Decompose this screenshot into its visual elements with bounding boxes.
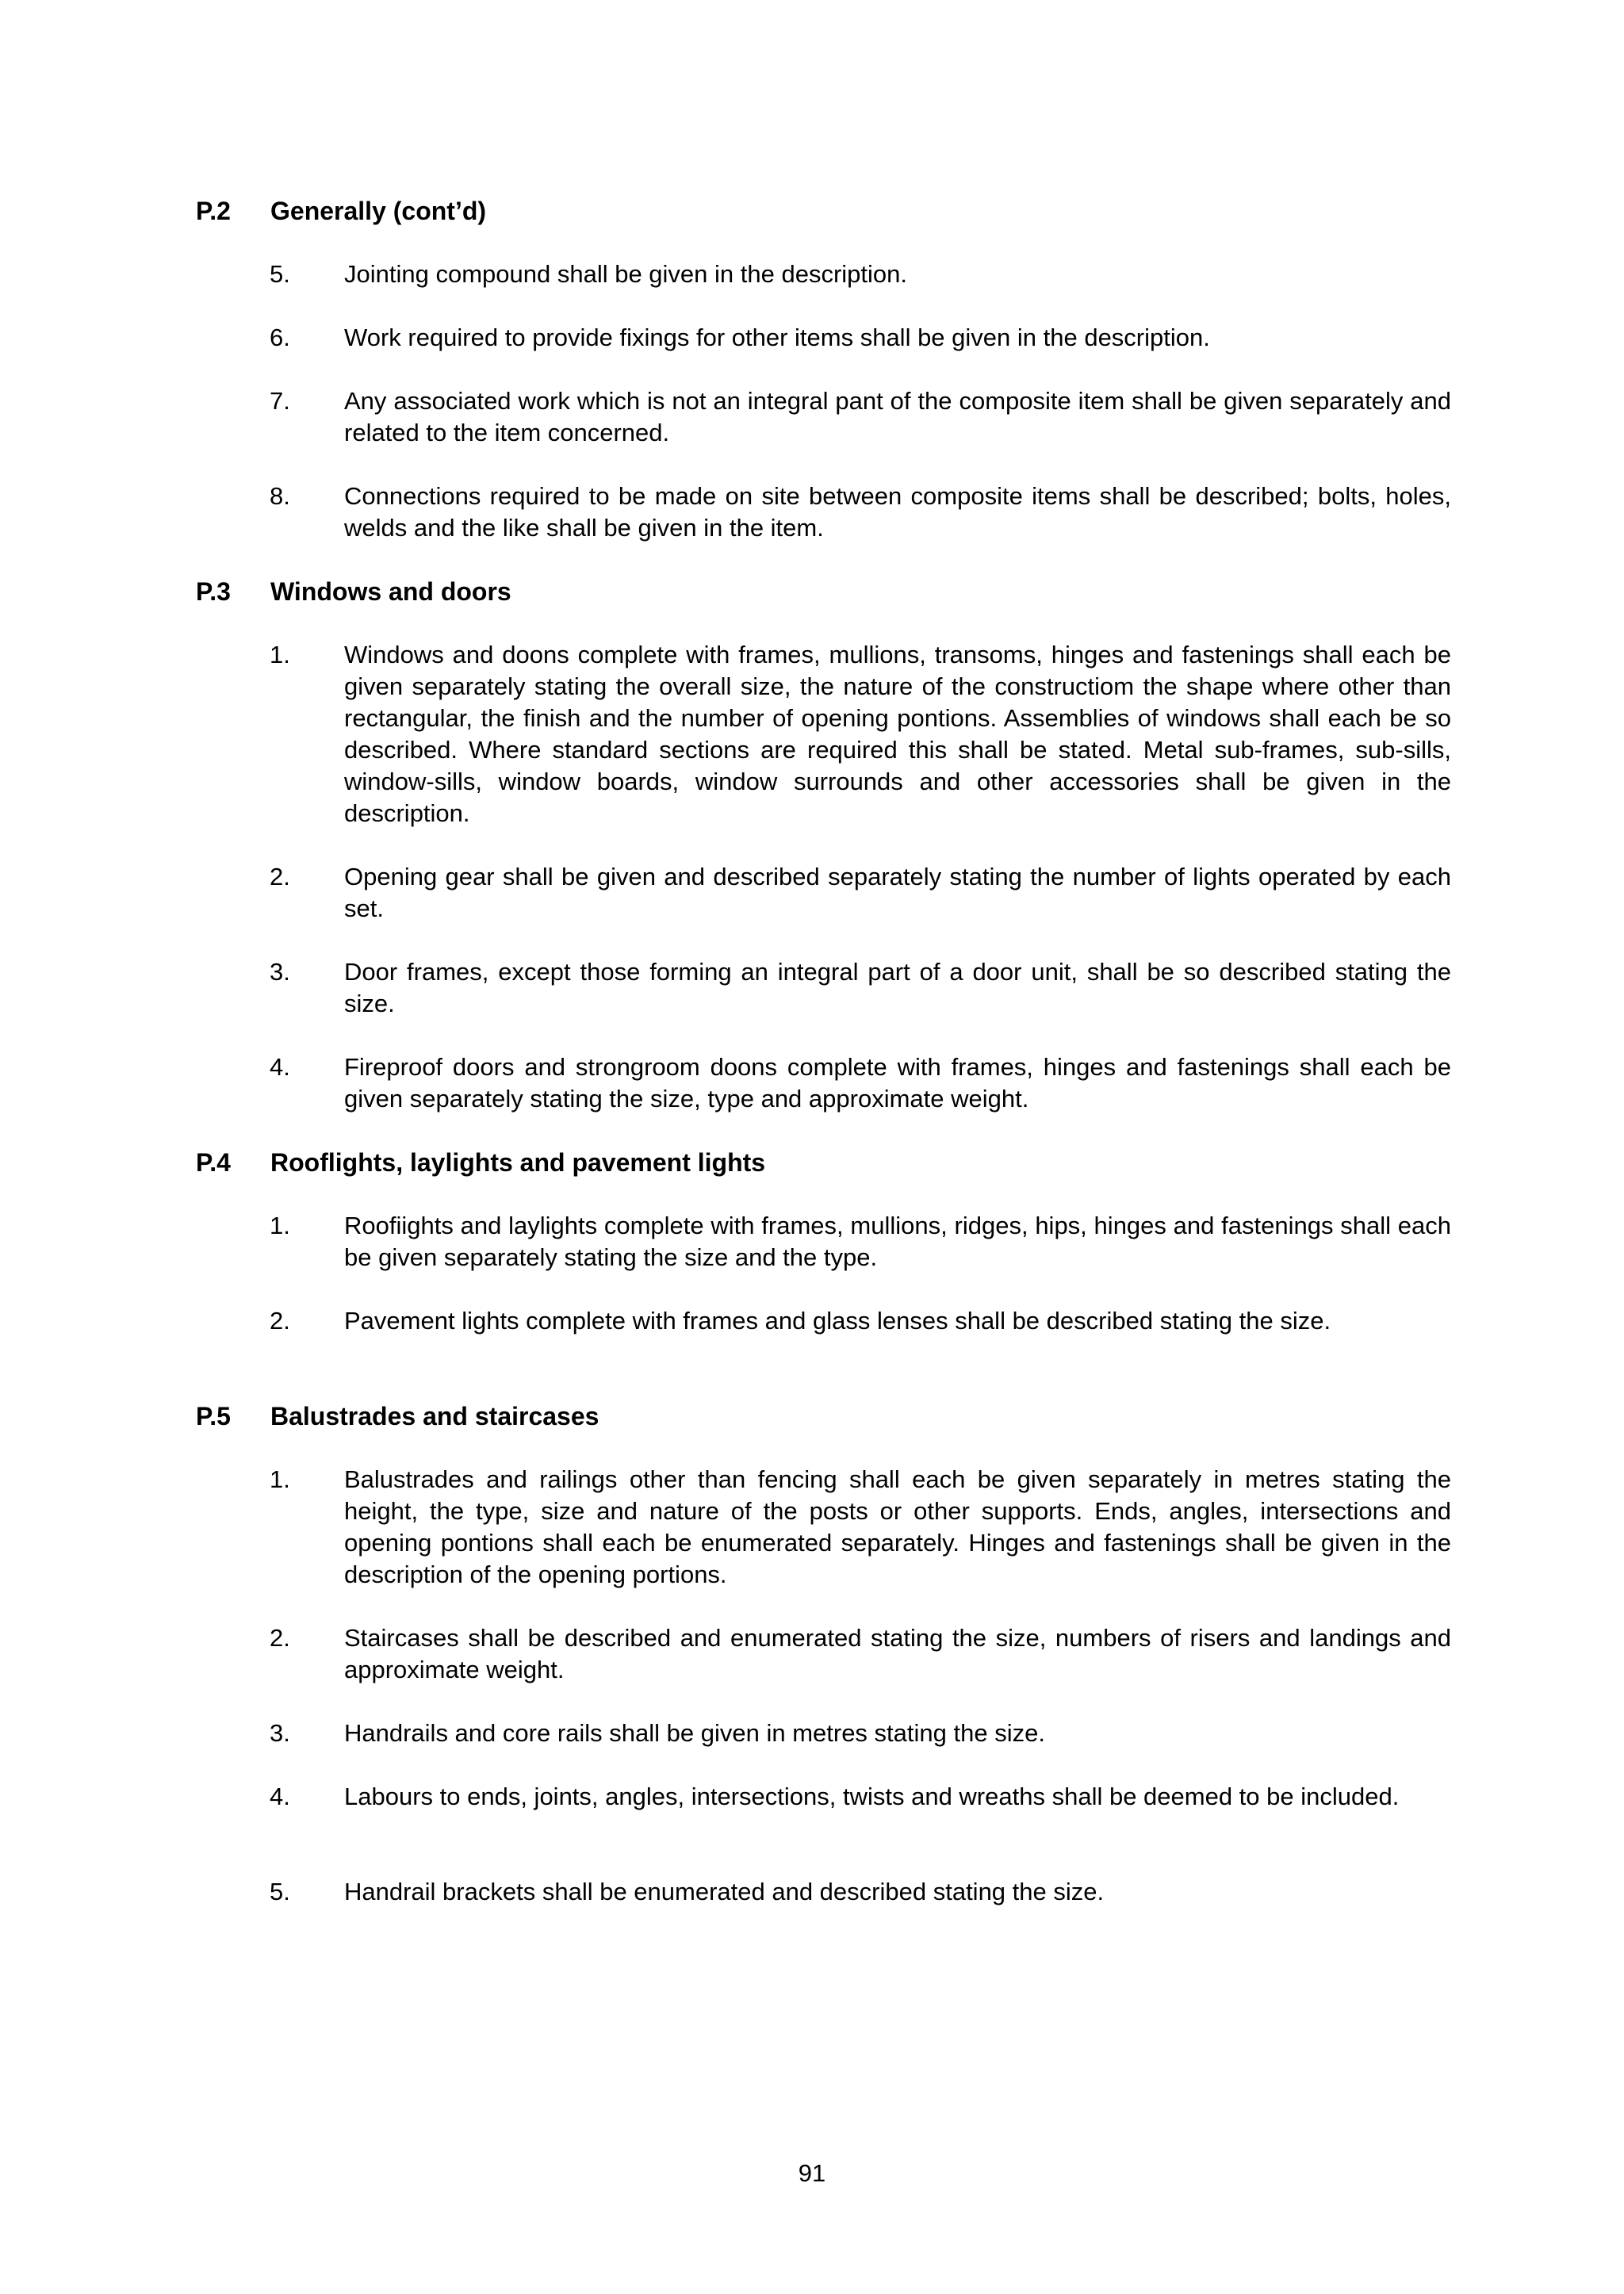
list-item bbox=[270, 639, 1451, 829]
list-item bbox=[270, 1718, 1451, 1749]
section-heading-p3 bbox=[196, 576, 511, 607]
item-text: Handrail brackets shall be enumerated and described stating the size. bbox=[344, 1878, 1105, 1905]
item-text: Staircases shall be described and enumerated stating the size, numbers of risers and landings and approximate weight. bbox=[344, 1624, 1451, 1683]
list-item bbox=[270, 1876, 1451, 1908]
list-item bbox=[270, 1781, 1451, 1813]
section-title: Windows and doors bbox=[270, 577, 511, 606]
list-item bbox=[270, 1622, 1451, 1686]
item-text: Opening gear shall be given and described separately stating the number of lights operated by each set. bbox=[344, 863, 1451, 922]
item-text: Labours to ends, joints, angles, intersections, twists and wreaths shall be deemed to be included. bbox=[344, 1783, 1400, 1810]
item-number: 2. bbox=[270, 863, 290, 890]
item-number: 1. bbox=[270, 1212, 290, 1239]
item-text: Fireproof doors and strongroom doons complete with frames, hinges and fastenings shall each be given separately stating the size, type and approximate weight. bbox=[344, 1053, 1451, 1113]
item-number: 1. bbox=[270, 1465, 290, 1493]
item-number: 5. bbox=[270, 260, 290, 288]
item-text: Work required to provide fixings for other items shall be given in the description. bbox=[344, 324, 1210, 351]
list-item bbox=[270, 861, 1451, 925]
item-number: 4. bbox=[270, 1053, 290, 1081]
item-text: Handrails and core rails shall be given in metres stating the size. bbox=[344, 1719, 1045, 1747]
item-text: Roofiights and laylights complete with frames, mullions, ridges, hips, hinges and fastenings shall each be given separately stating the size and the type. bbox=[344, 1212, 1451, 1271]
item-number: 2. bbox=[270, 1307, 290, 1335]
item-number: 6. bbox=[270, 324, 290, 351]
item-text: Windows and doons complete with frames, mullions, transoms, hinges and fastenings shall each be given separately stating the overall size, the nature of the constructiom the shape where other than rectangular, the finish and the number of opening pontions. Assemblies of windows shall each be so described. Where standard sections are required this shall be stated. Metal sub-frames, sub-sills, window-sills, window boards, window surrounds and other accessories shall be given in the description. bbox=[344, 641, 1451, 827]
item-number: 8. bbox=[270, 482, 290, 510]
page-number: 91 bbox=[798, 2159, 826, 2187]
section-number: P.5 bbox=[196, 1402, 231, 1430]
list-item bbox=[270, 259, 1451, 290]
item-number: 5. bbox=[270, 1878, 290, 1905]
item-number: 3. bbox=[270, 958, 290, 986]
item-number: 1. bbox=[270, 641, 290, 668]
item-number: 2. bbox=[270, 1624, 290, 1652]
item-text: Pavement lights complete with frames and glass lenses shall be described stating the size. bbox=[344, 1307, 1331, 1335]
section-number: P.3 bbox=[196, 577, 231, 606]
section-heading-p5 bbox=[196, 1400, 599, 1432]
list-item bbox=[270, 1464, 1451, 1591]
section-number: P.2 bbox=[196, 197, 231, 225]
item-text: Jointing compound shall be given in the description. bbox=[344, 260, 908, 288]
list-item bbox=[270, 1210, 1451, 1273]
section-heading-p2 bbox=[196, 195, 486, 227]
item-text: Any associated work which is not an integral pant of the composite item shall be given separately and related to the item concerned. bbox=[344, 387, 1451, 446]
section-title: Balustrades and staircases bbox=[270, 1402, 599, 1430]
item-number: 3. bbox=[270, 1719, 290, 1747]
list-item bbox=[270, 481, 1451, 544]
section-heading-p4 bbox=[196, 1147, 765, 1178]
section-title: Generally (cont’d) bbox=[270, 197, 487, 225]
list-item bbox=[270, 956, 1451, 1020]
item-number: 4. bbox=[270, 1783, 290, 1810]
item-text: Connections required to be made on site between composite items shall be described; bolts, holes, welds and the like shall be given in the item. bbox=[344, 482, 1451, 542]
list-item bbox=[270, 1305, 1451, 1337]
list-item bbox=[270, 1051, 1451, 1115]
list-item bbox=[270, 322, 1451, 354]
section-number: P.4 bbox=[196, 1148, 231, 1177]
section-title: Rooflights, laylights and pavement lights bbox=[270, 1148, 766, 1177]
item-text: Door frames, except those forming an integral part of a door unit, shall be so described stating the size. bbox=[344, 958, 1451, 1017]
item-text: Balustrades and railings other than fencing shall each be given separately in metres stating the height, the type, size and nature of the posts or other supports. Ends, angles, intersections and opening pontions shall each be enumerated separately. Hinges and fastenings shall be given in the description of the opening portions. bbox=[344, 1465, 1451, 1588]
list-item bbox=[270, 385, 1451, 449]
item-number: 7. bbox=[270, 387, 290, 415]
